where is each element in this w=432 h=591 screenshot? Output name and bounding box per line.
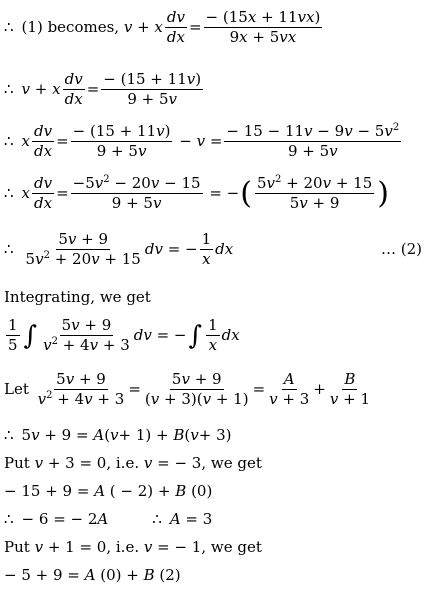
we-get-text: , we get xyxy=(201,538,262,556)
integral-sign: ∫ xyxy=(188,320,203,351)
equation-line-3: ∴ x $\frac{dv}{dx}$ = $\frac{- (15 + 11v)}{9 + 5v}$ − v = $\frac{- 15 - 11v - 9v - 5v^2}{9 + 5v}$ xyxy=(4,122,400,160)
equation-line-12: ∴ − 6 = − 2 A ∴ A = 3 xyxy=(4,510,213,528)
equation-line-9: ∴ 5 v + 9 = A ( v + 1) + B ( v + 3) xyxy=(4,426,232,444)
integral-sign: ∫ xyxy=(23,320,38,351)
equation-line-8: Let $\frac{5v + 9}{v^2 + 4v + 3}$ = $\frac{5v + 9}{(v + 3)(v + 1)}$ = $\frac{A}{v + 3}$ + $\frac{B}{v + 1}$ xyxy=(4,370,371,408)
equation-line-13: Put v + 1 = 0 , i.e. v = − 1 , we get xyxy=(4,538,262,556)
equation-line-7: $\frac{1}{5}$ ∫ $\frac{5v + 9}{v^2 + 4v + 3}$ dv = − ∫ $\frac{1}{x}$ dx xyxy=(8,316,240,354)
equation-number: … (2) xyxy=(380,240,422,258)
fraction: $\frac{A}{v + 3}$ xyxy=(269,370,310,408)
equation-line-14: − 5 + 9 = A (0) + B (2) xyxy=(4,566,181,584)
therefore-symbol: ∴ xyxy=(4,240,14,258)
equation-line-4: ∴ x $\frac{dv}{dx}$ = $\frac{-5v^2 - 20v - 15}{9 + 5v}$ = − ( $\frac{5v^2 + 20v + 15}{5v + 9}$ ) xyxy=(4,174,389,212)
ie-text: , i.e. xyxy=(106,538,140,556)
let-text: Let xyxy=(4,380,29,398)
equation-line-1: ∴ (1) becomes, v + x $\frac{dv}{dx}$ = $\frac{- (15x + 11vx)}{9x + 5vx}$ xyxy=(4,8,321,46)
fraction: $\frac{- 15 - 11v - 9v - 5v^2}{9 + 5v}$ xyxy=(226,122,400,160)
fraction: $\frac{1}{x}$ xyxy=(208,316,218,354)
fraction: $\frac{5v + 9}{v^2 + 4v + 3}$ xyxy=(37,370,125,408)
fraction: $\frac{- (15 + 11v)}{9 + 5v}$ xyxy=(72,122,171,160)
therefore-symbol: ∴ xyxy=(4,18,14,36)
fraction: $\frac{5v^2 + 20v + 15}{5v + 9}$ xyxy=(256,174,373,212)
equation-line-5: ∴ $\frac{5v + 9}{5v^2 + 20v + 15}$ dv = − $\frac{1}{x}$ dx … (2) xyxy=(4,230,422,268)
put-text: Put xyxy=(4,538,30,556)
text-integrating: Integrating, we get xyxy=(4,288,151,306)
equation-line-10: Put v + 3 = 0 , i.e. v = − 3 , we get xyxy=(4,454,262,472)
fraction: $\frac{-5v^2 - 20v - 15}{9 + 5v}$ xyxy=(72,174,201,212)
ie-text: , i.e. xyxy=(106,454,140,472)
fraction: $\frac{dv}{dx}$ xyxy=(64,70,83,108)
therefore-symbol: ∴ xyxy=(152,510,162,528)
therefore-symbol: ∴ xyxy=(4,184,14,202)
fraction: $\frac{5v + 9}{(v + 3)(v + 1)}$ xyxy=(144,370,249,408)
equation-line-11: − 15 + 9 = A ( − 2) + B (0) xyxy=(4,482,213,500)
therefore-symbol: ∴ xyxy=(4,426,14,444)
therefore-symbol: ∴ xyxy=(4,132,14,150)
therefore-symbol: ∴ xyxy=(4,80,14,98)
fraction: $\frac{5v + 9}{5v^2 + 20v + 15}$ xyxy=(25,230,141,268)
fraction: $\frac{B}{v + 1}$ xyxy=(329,370,371,408)
left-paren: ( xyxy=(240,175,252,211)
fraction: $\frac{- (15 + 11v)}{9 + 5v}$ xyxy=(103,70,202,108)
fraction: $\frac{- (15x + 11vx)}{9x + 5vx}$ xyxy=(205,8,321,46)
put-text: Put xyxy=(4,454,30,472)
fraction: $\frac{1}{5}$ xyxy=(8,316,18,354)
fraction: $\frac{dv}{dx}$ xyxy=(34,122,53,160)
we-get-text: , we get xyxy=(201,454,262,472)
fraction: $\frac{1}{x}$ xyxy=(201,230,212,268)
therefore-symbol: ∴ xyxy=(4,510,14,528)
fraction: $\frac{5v + 9}{v^2 + 4v + 3}$ xyxy=(43,316,130,354)
right-paren: ) xyxy=(377,175,389,211)
equation-line-2: ∴ v + x $\frac{dv}{dx}$ = $\frac{- (15 + 11v)}{9 + 5v}$ xyxy=(4,70,202,108)
fraction: $\frac{dv}{dx}$ xyxy=(34,174,53,212)
label-text: (1) becomes, xyxy=(21,18,120,36)
fraction: $\frac{dv}{dx}$ xyxy=(166,8,185,46)
